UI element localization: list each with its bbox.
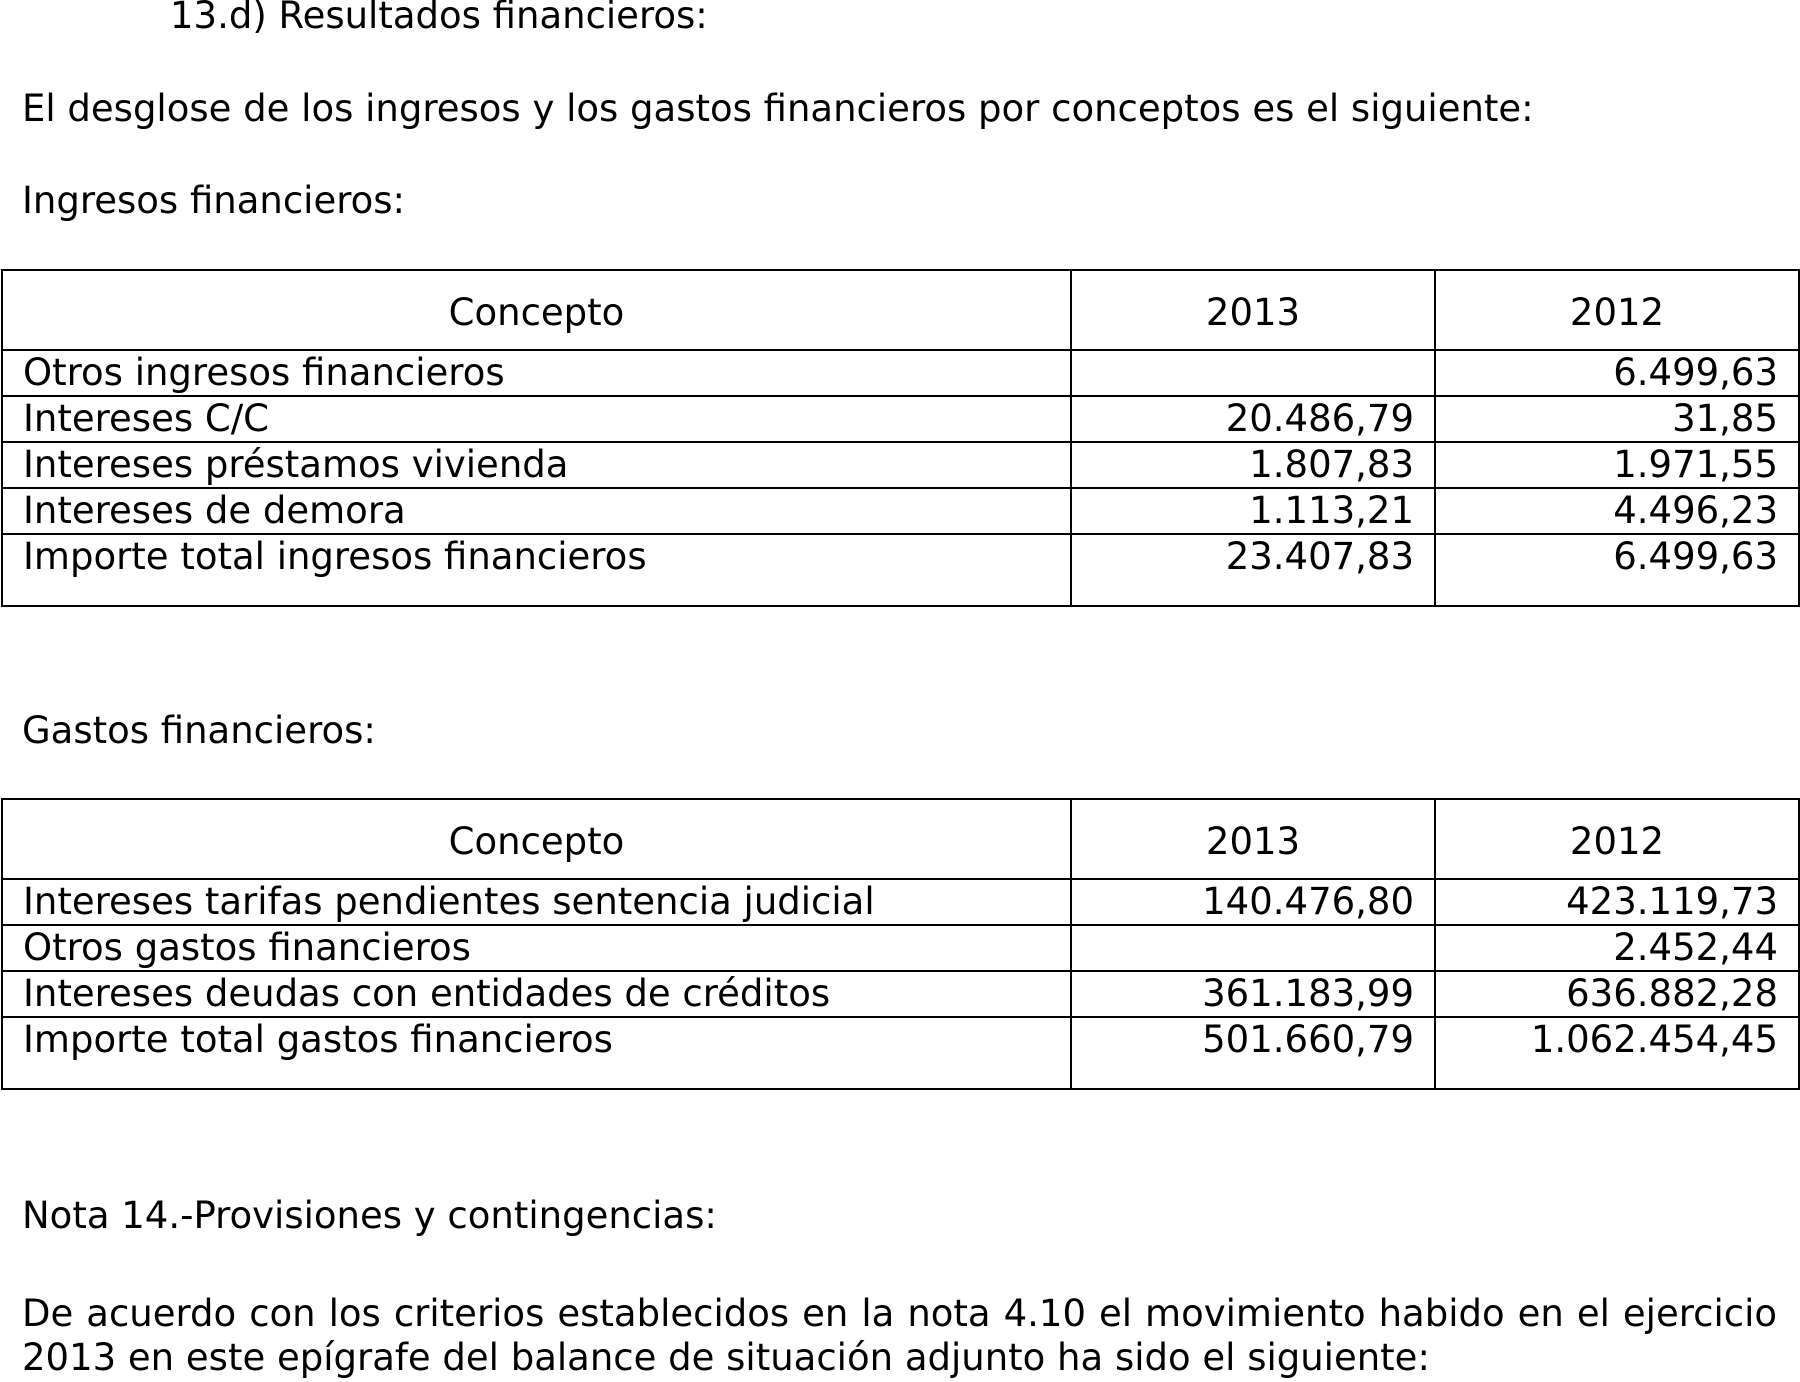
ingresos-caption: Ingresos financieros: xyxy=(22,179,406,222)
concept-cell: Intereses de demora xyxy=(2,488,1071,534)
value-2013-cell xyxy=(1071,350,1435,396)
table-header-row xyxy=(2,799,1799,879)
table-row xyxy=(2,488,1799,534)
column-header: 2013 xyxy=(1071,270,1435,350)
total-2013-cell: 501.660,79 xyxy=(1071,1017,1435,1089)
concept-cell: Intereses deudas con entidades de créditos xyxy=(2,971,1071,1017)
value-2012-cell: 31,85 xyxy=(1435,396,1799,442)
value-2013-cell: 20.486,79 xyxy=(1071,396,1435,442)
value-2013-cell: 140.476,80 xyxy=(1071,879,1435,925)
column-header: Concepto xyxy=(2,799,1071,879)
total-label-cell: Importe total gastos financieros xyxy=(2,1017,1071,1089)
value-2012-cell: 1.971,55 xyxy=(1435,442,1799,488)
table-row xyxy=(2,925,1799,971)
value-2012-cell: 4.496,23 xyxy=(1435,488,1799,534)
concept-cell: Intereses préstamos vivienda xyxy=(2,442,1071,488)
section-heading: 13.d) Resultados financieros: xyxy=(170,0,708,37)
concept-cell: Otros ingresos financieros xyxy=(2,350,1071,396)
value-2013-cell: 1.113,21 xyxy=(1071,488,1435,534)
total-row xyxy=(2,1017,1799,1089)
column-header: Concepto xyxy=(2,270,1071,350)
value-2012-cell: 6.499,63 xyxy=(1435,350,1799,396)
value-2013-cell: 361.183,99 xyxy=(1071,971,1435,1017)
concept-cell: Otros gastos financieros xyxy=(2,925,1071,971)
total-label-cell: Importe total ingresos financieros xyxy=(2,534,1071,606)
value-2012-cell: 636.882,28 xyxy=(1435,971,1799,1017)
value-2012-cell: 423.119,73 xyxy=(1435,879,1799,925)
total-2012-cell: 1.062.454,45 xyxy=(1435,1017,1799,1089)
ingresos-table xyxy=(1,269,1800,607)
column-header: 2012 xyxy=(1435,270,1799,350)
total-2012-cell: 6.499,63 xyxy=(1435,534,1799,606)
table-row xyxy=(2,396,1799,442)
value-2013-cell: 1.807,83 xyxy=(1071,442,1435,488)
value-2012-cell: 2.452,44 xyxy=(1435,925,1799,971)
total-2013-cell: 23.407,83 xyxy=(1071,534,1435,606)
total-row xyxy=(2,534,1799,606)
body-paragraph: De acuerdo con los criterios establecidos en la nota 4.10 el movimiento habido en el ejercicio 2013 en este epígrafe del balance de situación adjunto ha sido el siguiente: xyxy=(22,1292,1777,1379)
table-row xyxy=(2,879,1799,925)
column-header: 2012 xyxy=(1435,799,1799,879)
nota-heading: Nota 14.-Provisiones y contingencias: xyxy=(22,1194,717,1237)
column-header: 2013 xyxy=(1071,799,1435,879)
table-row xyxy=(2,350,1799,396)
intro-text: El desglose de los ingresos y los gastos financieros por conceptos es el siguiente: xyxy=(22,87,1534,130)
gastos-caption: Gastos financieros: xyxy=(22,709,376,752)
concept-cell: Intereses C/C xyxy=(2,396,1071,442)
table-row xyxy=(2,971,1799,1017)
table-row xyxy=(2,442,1799,488)
gastos-table xyxy=(1,798,1800,1090)
table-header-row xyxy=(2,270,1799,350)
value-2013-cell xyxy=(1071,925,1435,971)
concept-cell: Intereses tarifas pendientes sentencia judicial xyxy=(2,879,1071,925)
